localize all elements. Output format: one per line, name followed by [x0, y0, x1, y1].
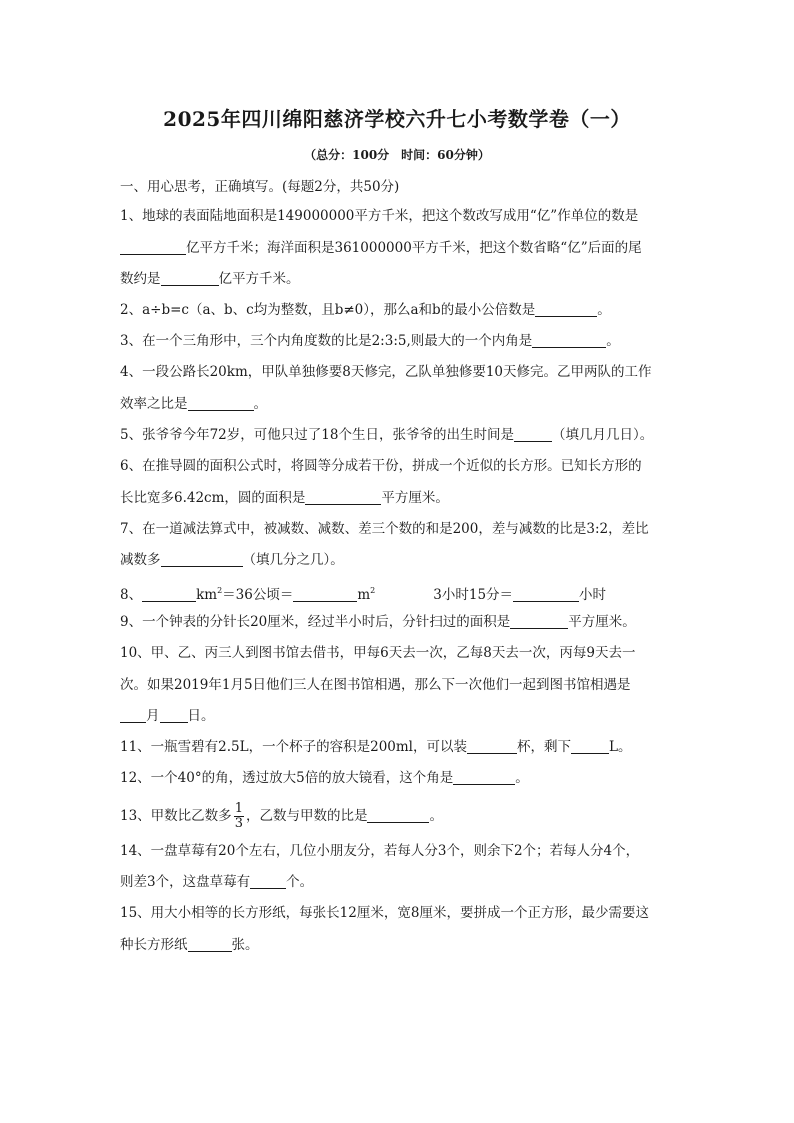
answer-blank[interactable]: [142, 587, 196, 602]
answer-blank[interactable]: [293, 587, 357, 602]
page-title: 2025年四川绵阳慈济学校六升七小考数学卷（一）: [163, 107, 631, 131]
section-heading: 一、用心思考，正确填写。(每题2分，共50分): [120, 179, 400, 195]
question-1-line-1: 1、地球的表面陆地面积是149000000平方千米，把这个数改写成用“亿”作单位的数是: [120, 208, 639, 224]
answer-blank[interactable]: [305, 490, 381, 505]
question-15-line-1: 15、用大小相等的长方形纸，每张长12厘米，宽8厘米，要拼成一个正方形，最少需要这: [120, 905, 649, 921]
question-text: 小时: [579, 587, 607, 603]
question-1-line-2: [120, 238, 642, 258]
answer-blank[interactable]: [367, 808, 429, 823]
fraction-one-third: [234, 802, 244, 831]
question-text: 数约是: [120, 271, 161, 287]
question-text: 亿平方千米；海洋面积是361000000平方千米，把这个数省略“亿”后面的尾: [186, 240, 642, 256]
answer-blank[interactable]: [250, 874, 286, 889]
answer-blank[interactable]: [120, 708, 146, 723]
question-text: （填几分之几）。: [242, 552, 344, 568]
answer-blank[interactable]: [188, 937, 232, 952]
question-text: 9、一个钟表的分针长20厘米，经过半小时后，分针扫过的面积是: [120, 614, 511, 630]
fraction-denominator: 3: [234, 816, 243, 831]
question-text: 个。: [286, 874, 314, 890]
question-text: 3小时15分＝: [433, 587, 514, 603]
question-text: 减数多: [120, 552, 161, 568]
question-text: 8、: [120, 587, 143, 603]
answer-blank[interactable]: [120, 240, 186, 255]
answer-blank[interactable]: [160, 708, 188, 723]
unit-exponent: 2: [370, 586, 376, 595]
question-text: 种长方形纸: [120, 937, 188, 953]
unit-exponent: 2: [217, 586, 223, 595]
unit-text: m: [357, 587, 371, 603]
question-text: 平方厘米。: [381, 490, 449, 506]
question-text: 日。: [187, 708, 215, 724]
question-11: [120, 737, 631, 757]
question-14-line-2: [120, 872, 313, 892]
answer-blank[interactable]: [161, 552, 243, 567]
unit-text: km: [196, 587, 218, 603]
question-15-line-2: [120, 935, 259, 955]
question-5: [120, 425, 653, 445]
question-text: 12、一个40°的角，透过放大5倍的放大镜看，这个角是: [120, 770, 454, 786]
question-text: ，乙数与甲数的比是: [245, 808, 368, 824]
question-text: 。: [606, 333, 620, 349]
question-text: 。: [597, 302, 611, 318]
page-subtitle: （总分：100分 时间：60分钟）: [304, 148, 490, 162]
question-text: 则差3个，这盘草莓有: [120, 874, 251, 890]
question-6-line-1: 6、在推导圆的面积公式时，将圆等分成若干份，拼成一个近似的长方形。已知长方形的: [120, 458, 642, 474]
answer-blank[interactable]: [453, 770, 515, 785]
question-text: 月: [146, 708, 160, 724]
question-6-line-2: [120, 488, 449, 508]
question-text: 11、一瓶雪碧有2.5L，一个杯子的容积是200ml，可以装: [120, 739, 467, 755]
answer-blank[interactable]: [514, 427, 552, 442]
answer-blank[interactable]: [467, 739, 517, 754]
question-text: 长比宽多6.42cm，圆的面积是: [120, 490, 306, 506]
question-2: [120, 300, 611, 320]
question-4-line-2: [120, 394, 267, 414]
question-7-line-1: 7、在一道减法算式中，被减数、减数、差三个数的和是200，差与减数的比是3:2，差比: [120, 521, 649, 537]
question-3: [120, 331, 620, 351]
question-text: ＝36公顷＝: [222, 587, 294, 603]
question-text: 13、甲数比乙数多: [120, 808, 232, 824]
question-14-line-1: 14、一盘草莓有20个左右，几位小朋友分，若每人分3个，则余下2个；若每人分4个，: [120, 843, 640, 859]
answer-blank[interactable]: [571, 739, 609, 754]
answer-blank[interactable]: [161, 271, 219, 286]
question-text: 。: [515, 770, 529, 786]
question-10-line-3: [120, 706, 215, 726]
question-10-line-1: 10、甲、乙、丙三人到图书馆去借书，甲每6天去一次，乙每8天去一次，丙每9天去一: [120, 645, 636, 661]
question-7-line-2: [120, 550, 344, 570]
question-text: 平方厘米。: [568, 614, 636, 630]
question-text: 。: [253, 396, 267, 412]
question-text: 2、a÷b=c（a、b、c均为整数，且b≠0），那么a和b的最小公倍数是: [120, 302, 536, 318]
question-text: L。: [609, 739, 632, 755]
question-8: [120, 581, 606, 605]
question-12: [120, 768, 529, 788]
question-1-line-3: [120, 269, 300, 289]
answer-blank[interactable]: [510, 614, 568, 629]
answer-blank[interactable]: [532, 333, 606, 348]
question-10-line-2: 次。如果2019年1月5日他们三人在图书馆相遇，那么下一次他们一起到图书馆相遇是: [120, 677, 631, 693]
question-text: 杯，剩下: [517, 739, 571, 755]
question-text: 张。: [231, 937, 259, 953]
answer-blank[interactable]: [513, 587, 579, 602]
fraction-numerator: 1: [234, 801, 243, 816]
question-13: [120, 802, 443, 831]
question-text: （填几月几日）。: [551, 427, 654, 443]
question-text: 效率之比是: [120, 396, 188, 412]
question-text: 3、在一个三角形中，三个内角度数的比是2:3:5,则最大的一个内角是: [120, 333, 533, 349]
question-text: 亿平方千米。: [218, 271, 300, 287]
answer-blank[interactable]: [535, 302, 597, 317]
question-text: 5、张爷爷今年72岁，可他只过了18个生日，张爷爷的出生时间是: [120, 427, 514, 443]
question-4-line-1: 4、一段公路长20km，甲队单独修要8天修完，乙队单独修要10天修完。乙甲两队的工作: [120, 364, 652, 380]
question-9: [120, 612, 636, 632]
question-text: 。: [429, 808, 443, 824]
answer-blank[interactable]: [188, 396, 254, 411]
